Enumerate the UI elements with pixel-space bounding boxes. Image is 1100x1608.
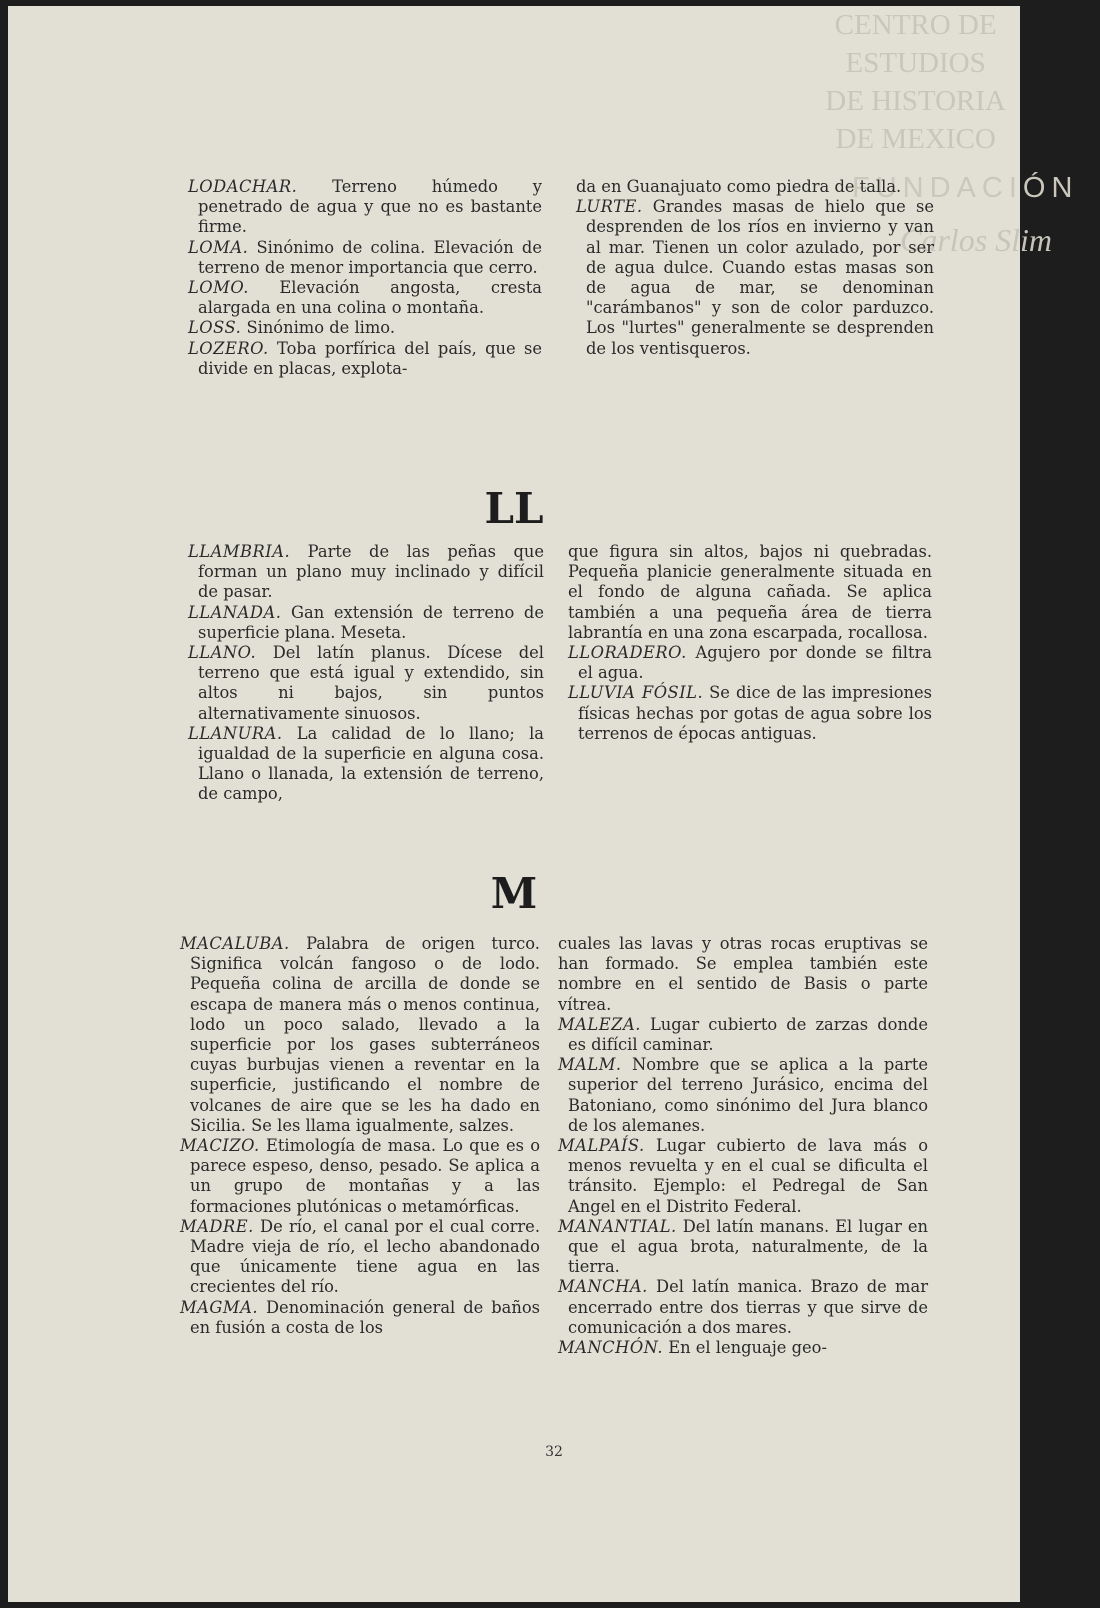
entry-term: LOZERO. (188, 338, 269, 358)
dictionary-entry (568, 683, 932, 744)
column-ll-left (188, 542, 544, 805)
dictionary-entry (180, 1217, 540, 1298)
watermark-line: ESTUDIOS (845, 47, 986, 79)
entry-term: LLAMBRIA. (188, 542, 291, 561)
watermark-line: DE MEXICO (835, 123, 996, 155)
entry-definition: que figura sin altos, bajos ni quebradas. Pequeña planicie generalmente situada en el fondo de alguna cañada. Se aplica también a una pequeña área de tierra labrantía en una zona escarpada, rocallosa. (568, 542, 932, 642)
entry-term: MAGMA. (180, 1297, 259, 1317)
entry-definition: Etimología de masa. Lo que es o parece espeso, denso, pesado. Se aplica a un grupo de montañas y a las formaciones plutónicas o metamórficas. (190, 1136, 540, 1216)
dictionary-entry (188, 318, 542, 338)
entry-term: LLANADA. (188, 602, 282, 622)
section-heading-m: M (490, 869, 538, 918)
entry-definition: Lugar cubierto de lava más o menos revuelta y en el cual se dificulta el tránsito. Ejemplo: el Pedregal de San Angel en el Distrito Federal. (568, 1136, 928, 1216)
dictionary-entry (558, 1277, 928, 1338)
entry-term: MALEZA. (558, 1014, 641, 1034)
entry-definition: Terreno húmedo y penetrado de agua y que no es bastante firme. (198, 177, 542, 237)
entry-definition: cuales las lavas y otras rocas eruptivas se han formado. Se emplea también este nombre en el sentido de Basis o parte vítrea. (558, 934, 928, 1014)
entry-definition: Grandes masas de hielo que se desprenden de los ríos en invierno y van al mar. Tienen un color azulado, por ser de agua dulce. Cuando estas masas son de agua de mar, se denominan "carámbanos" y son de color parduzco. Los "lurtes" generalmente se desprenden de los ventisqueros. (586, 197, 934, 358)
entry-term: LLANO. (188, 643, 257, 663)
dictionary-entry (576, 197, 934, 359)
entry-definition: De río, el canal por el cual corre. Madre vieja de río, el lecho abandonado que únicamente tiene agua en las crecientes del río. (190, 1216, 540, 1297)
dictionary-entry (180, 934, 540, 1136)
entry-term: LOMA. (188, 237, 249, 257)
entry-definition: da en Guanajuato como piedra de talla. (576, 177, 902, 196)
dictionary-entry (558, 1338, 928, 1358)
dictionary-entry (188, 643, 544, 724)
watermark-signature: Carlos Slim (900, 222, 1053, 258)
dictionary-entry (558, 1136, 928, 1217)
dictionary-entry (188, 278, 542, 318)
entry-term: MANANTIAL. (558, 1216, 677, 1236)
entry-definition: Parte de las peñas que forman un plano muy inclinado y difícil de pasar. (198, 542, 544, 602)
entry-definition: Agujero por donde se filtra el agua. (578, 643, 932, 683)
dictionary-entry (188, 339, 542, 379)
column-m-right (558, 934, 928, 1358)
dictionary-entry (568, 643, 932, 683)
entry-definition: Sinónimo de colina. Elevación de terreno de menor importancia que cerro. (198, 237, 542, 277)
page-number: 32 (545, 1444, 563, 1460)
dictionary-entry (188, 603, 544, 643)
column-ll-right (568, 542, 932, 744)
entry-definition: Gan extensión de terreno de superficie plana. Meseta. (198, 602, 544, 642)
entry-term: LOSS. (188, 318, 242, 338)
entry-term: MADRE. (180, 1216, 254, 1236)
entry-term: LLANURA. (188, 723, 283, 743)
dictionary-entry (558, 1217, 928, 1278)
dictionary-entry (576, 177, 934, 197)
entry-definition: Del latín manans. El lugar en que el agua brota, naturalmente, de la tierra. (568, 1216, 928, 1277)
entry-definition: Denominación general de baños en fusión a costa de los (190, 1297, 540, 1337)
entry-term: LLUVIA FÓSIL. (568, 683, 704, 703)
entry-definition: La calidad de lo llano; la igualdad de la superficie en alguna cosa. Llano o llanada, la extensión de terreno, de campo, (198, 723, 544, 804)
watermark-line: DE HISTORIA (825, 85, 1006, 117)
dictionary-entry (558, 1015, 928, 1055)
entry-term: MANCHA. (558, 1277, 648, 1297)
dictionary-entry (188, 238, 542, 278)
entry-definition: Nombre que se aplica a la parte superior del terreno Jurásico, encima del Batoniano, como sinónimo del Jura blanco de los alemanes. (568, 1055, 928, 1135)
dictionary-entry (188, 724, 544, 805)
entry-definition: Toba porfírica del país, que se divide en placas, explota- (198, 338, 542, 378)
watermark-stamp (825, 6, 1006, 158)
entry-term: LURTE. (576, 197, 643, 217)
entry-term: LODACHAR. (188, 177, 298, 196)
section-heading-ll: LL (484, 484, 544, 533)
column-m-left (180, 934, 540, 1338)
watermark-fundacion: FUNDACIÓN (852, 172, 1079, 204)
entry-term: MANCHÓN. (558, 1338, 664, 1358)
entry-definition: En el lenguaje geo- (663, 1338, 827, 1358)
dictionary-entry (568, 542, 932, 643)
entry-definition: Sinónimo de limo. (241, 318, 395, 338)
entry-term: MACIZO. (180, 1136, 260, 1156)
entry-definition: Se dice de las impresiones físicas hechas por gotas de agua sobre los terrenos de épocas antiguas. (578, 683, 933, 743)
dictionary-entry (188, 542, 544, 603)
dictionary-entry (558, 934, 928, 1015)
dictionary-entry (180, 1136, 540, 1217)
entry-term: MACALUBA. (180, 934, 290, 953)
watermark-line: CENTRO DE (834, 9, 997, 41)
entry-term: MALPAÍS. (558, 1136, 645, 1156)
dictionary-entry (188, 177, 542, 238)
document-page (8, 6, 1079, 1602)
dictionary-entry (558, 1055, 928, 1136)
entry-definition: Del latín planus. Dícese del terreno que está igual y extendido, sin altos ni bajos, sin puntos alternativamente sinuosos. (198, 643, 544, 723)
entry-definition: Palabra de origen turco. Significa volcán fangoso o de lodo. Pequeña colina de arcilla de donde se escapa de manera más o menos continua, lodo un poco salado, llevado a la superficie por los gases subterráneos cuyas burbujas vienen a reventar en la superficie, justificando el nombre de volcanes de aire que se les ha dado en Sicilia. Se les llama igualmente, salzes. (190, 934, 540, 1135)
dictionary-entry (180, 1298, 540, 1338)
entry-term: MALM. (558, 1055, 622, 1075)
column-l-left (188, 177, 542, 379)
entry-definition: Del latín manica. Brazo de mar encerrado entre dos tierras y que sirve de comunicación a dos mares. (568, 1277, 928, 1337)
entry-term: LLORADERO. (568, 643, 687, 663)
entry-definition: Lugar cubierto de zarzas donde es difícil caminar. (568, 1014, 928, 1055)
entry-definition: Elevación angosta, cresta alargada en una colina o montaña. (198, 278, 542, 318)
column-l-right (576, 177, 934, 359)
entry-term: LOMO. (188, 278, 249, 298)
